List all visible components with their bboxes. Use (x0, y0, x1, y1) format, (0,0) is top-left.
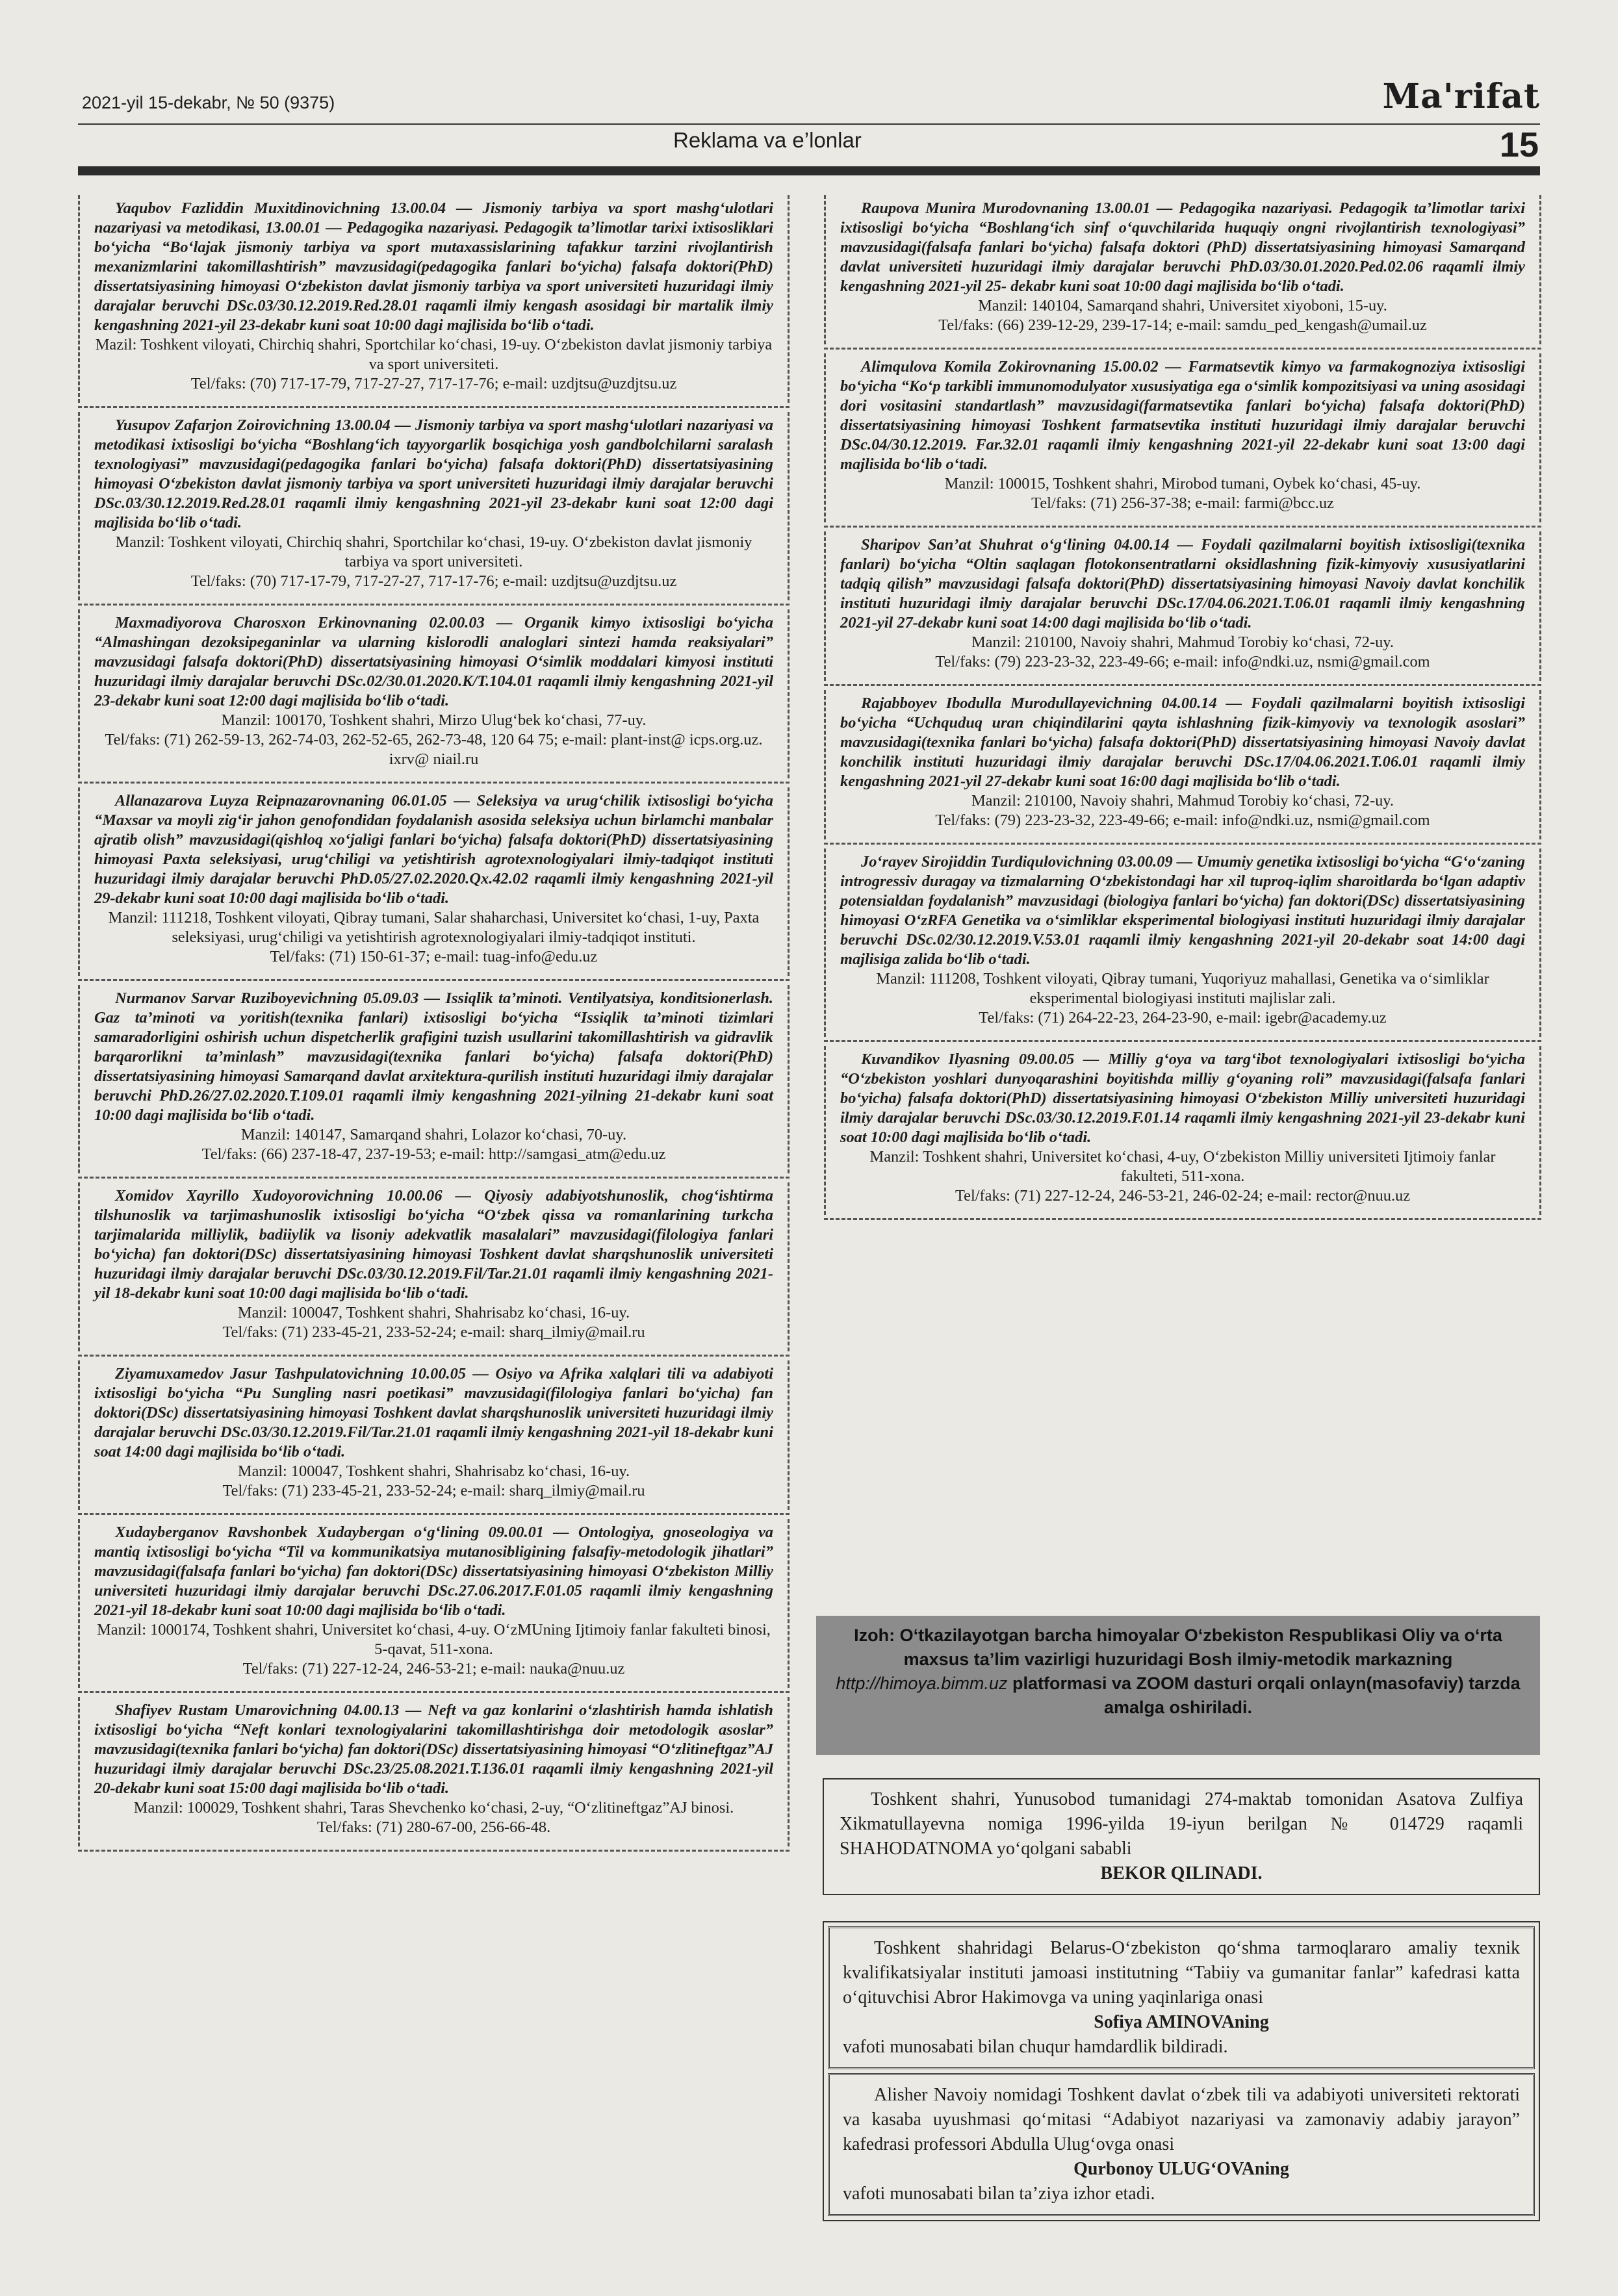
notice-address: Manzil: 100029, Toshkent shahri, Taras Shevchenko ko‘chasi, 2-uy, “O‘zlitineftgaz”AJ binosi. (133, 1799, 734, 1817)
condolence-1-text: Toshkent shahridagi Belarus-O‘zbekiston qo‘shma tarmoqlararo amaliy texnik kvalifikatsiyalar instituti jamoasi institutning “Tabiiy va gumanitar fanlar” kafedrasi katta o‘qituvchisi Abror Hakimovga va uning yaqinlariga onasi (843, 1938, 1520, 2008)
notice-contact: Tel/faks: (71) 227-12-24, 246-53-21, 246-02-24; e-mail: rector@nuu.uz (955, 1187, 1411, 1205)
notice (78, 787, 790, 976)
notice (78, 1697, 790, 1846)
condolence-1-closing: vafoti munosabati bilan chuqur hamdardlik bildiradi. (843, 2037, 1228, 2057)
notice-contact: Tel/faks: (71) 262-59-13, 262-74-03, 262-52-65, 262-73-48, 120 64 75; e-mail: plant-inst@ icps.org.uz. ixrv@ niail.ru (105, 731, 763, 768)
notice-contact: Tel/faks: (79) 223-23-32, 223-49-66; e-mail: info@ndki.uz, nsmi@gmail.com (935, 653, 1430, 670)
notice-contact: Tel/faks: (71) 233-45-21, 233-52-24; e-mail: sharq_ilmiy@mail.ru (222, 1482, 645, 1499)
notice-body: Sharipov San’at Shuhrat o‘g‘lining 04.00.14 — Foydali qazilmalarni boyitish ixtisosligi(texnika fanlari) bo‘yicha “Oltin saqlagan flotokonsentratlarni oksidlashning fizik-kimyoviy xususiyatlarini tadqiq qilish” mavzusidagi falsafa doktori(PhD) dissertatsiyasining himoyasi Navoiy davlat konchilik instituti huzuridagi ilmiy darajalar beruvchi DSc.17/04.06.2021.T.06.01 raqamli ilmiy kengashning 2021-yil 27-dekabr kuni soat 14:00 dagi majlisida bo‘lib o‘tadi. (840, 536, 1525, 631)
notice-body: Raupova Munira Murodovnaning 13.00.01 — Pedagogika nazariyasi. Pedagogik ta’limotlar tarixi ixtisosligi bo‘yicha “Boshlang‘ich sinf o‘quvchilarida huquqiy ongni rivojlantirish texnologiyasi” mavzusidagi(falsafa fanlari bo‘yicha) falsafa doktori (PhD) dissertatsiyasining himoyasi Samarqand davlat universiteti huzuridagi ilmiy darajalar beruvchi PhD.03/30.01.2020.Ped.02.06 raqamli ilmiy kengashning 2021-yil 25- dekabr kuni soat 10:00 dagi majlisida bo‘lib o‘tadi. (840, 199, 1525, 295)
notice-body: Shafiyev Rustam Umarovichning 04.00.13 — Neft va gaz konlarini o‘zlashtirish hamda ishlatish ixtisosligi bo‘yicha “Neft konlari texnologiyalarini takomillashtirishga doir metodologik asoslar” mavzusidagi(texnika fanlari bo‘yicha) fan doktori(DSc) dissertatsiyasining himoyasi “O‘zlitineftgaz”AJ huzuridagi ilmiy darajalar beruvchi DSc.23/25.08.2021.T.136.01 raqamli ilmiy kengashning 2021-yil 20-dekabr kuni soat 15:00 dagi majlisida bo‘lib o‘tadi. (94, 1702, 773, 1797)
notice-contact: Tel/faks: (71) 233-45-21, 233-52-24; e-mail: sharq_ilmiy@mail.ru (222, 1323, 645, 1341)
notice-contact: Tel/faks: (71) 280-67-00, 256-66-48. (316, 1818, 551, 1836)
notice-address: Manzil: 100047, Toshkent shahri, Shahrisabz ko‘chasi, 16-uy. (237, 1304, 630, 1321)
notice-body: Kuvandikov Ilyasning 09.00.05 — Milliy g‘oya va targ‘ibot texnologiyalari ixtisosligi bo‘yicha “O‘zbekiston yoshlari dunyoqarashini boyitishda milliy g‘oyaning roli” mavzusidagi(falsafa fanlari bo‘yicha) falsafa doktori(PhD) dissertatsiyasining himoyasi O‘zbekiston Milliy universiteti huzuridagi ilmiy darajalar beruvchi DSc.03/30.12.2019.F.01.14 raqamli ilmiy kengashning 2021-yil 23-dekabr kuni soat 10:00 dagi majlisida bo‘lib o‘tadi. (840, 1051, 1525, 1146)
notice-address: Manzil: 111218, Toshkent viloyati, Qibray tumani, Salar shaharchasi, Universitet ko‘chasi, 1-uy, Paxta seleksiyasi, urug‘chiligi va yetishtirish agrotexnologiyalari ilmiy-tadqiqot instituti. (108, 909, 760, 946)
notice-address: Manzil: 210100, Navoiy shahri, Mahmud Torobiy ko‘chasi, 72-uy. (971, 792, 1394, 810)
notice-address: Manzil: 100170, Toshkent shahri, Mirzo Ulug‘bek ko‘chasi, 77-uy. (221, 711, 647, 729)
notice-contact: Tel/faks: (71) 256-37-38; e-mail: farmi@bcc.uz (1031, 494, 1334, 512)
notice (78, 195, 790, 403)
lost-notice-status: BEKOR QILINADI. (1100, 1863, 1263, 1883)
notice-address: Manzil: 100015, Toshkent shahri, Mirobod tumani, Oybek ko‘chasi, 45-uy. (944, 475, 1421, 492)
notice-address: Manzil: 210100, Navoiy shahri, Mahmud Torobiy ko‘chasi, 72-uy. (971, 633, 1394, 651)
notice (824, 1046, 1541, 1215)
notice-contact: Tel/faks: (71) 264-22-23, 264-23-90, e-mail: igebr@academy.uz (979, 1009, 1387, 1027)
notice (78, 1360, 790, 1510)
header-bar (78, 166, 1540, 175)
lost-notice-text: Toshkent shahri, Yunusobod tumanidagi 274-maktab tomonidan Asatova Zulfiya Xikmatullayevna nomiga 1996-yilda 19-iyun berilgan № 014729 raqamli SHAHODATNOMA yo‘qolgani sababli (840, 1789, 1523, 1859)
notice-address: Manzil: Toshkent viloyati, Chirchiq shahri, Sportchilar ko‘chasi, 19-uy. O‘zbekiston davlat jismoniy tarbiya va sport universiteti. (115, 533, 752, 570)
page-number: 15 (1499, 125, 1539, 164)
right-column (824, 195, 1541, 1224)
notice-address: Manzil: 111208, Toshkent viloyati, Qibray tumani, Yuqoriyuz mahallasi, Genetika va o‘simliklar eksperimental biologiyasi instituti majlislar zali. (876, 970, 1489, 1007)
notice (78, 1182, 790, 1351)
izoh-note (816, 1616, 1540, 1755)
notice-body: Nurmanov Sarvar Ruziboyevichning 05.09.03 — Issiqlik ta’minoti. Ventilyatsiya, konditsionerlash. Gaz ta’minoti va yoritish(texnika fanlari) ixtisosligi bo‘yicha “Issiqlik ta’minoti tizimlari samaradorligini oshirish uchun dispetcherlik grafigini tuzish usullarini takomillashtirish va gidravlik barqarorlikni ta’minlash” mavzusidagi(texnika fanlari bo‘yicha) falsafa doktori(PhD) dissertatsiyasining himoyasi Samarqand davlat arxitektura-qurilish instituti huzuridagi ilmiy darajalar beruvchi PhD.26/27.02.2020.T.109.01 raqamli ilmiy kengashning 2021-yilning 21-dekabr kuni soat 10:00 dagi majlisida bo‘lib o‘tadi. (94, 989, 773, 1124)
notice-contact: Tel/faks: (79) 223-23-32, 223-49-66; e-mail: info@ndki.uz, nsmi@gmail.com (935, 811, 1430, 829)
notice (824, 531, 1541, 681)
condolence-2-text: Alisher Navoiy nomidagi Toshkent davlat o‘zbek tili va adabiyoti universiteti rektorati va kasaba uyushmasi qo‘mitasi “Adabiyot nazariyasi va zamonaviy adabiy jarayon” kafedrasi professori Abdulla Ulug‘ovga onasi (843, 2085, 1520, 2154)
notice (78, 985, 790, 1173)
notice-contact: Tel/faks: (71) 150-61-37; e-mail: tuag-info@edu.uz (270, 948, 598, 965)
notice (78, 609, 790, 778)
header-rule (78, 123, 1540, 125)
notice (824, 195, 1541, 344)
notice-body: Jo‘rayev Sirojiddin Turdiqulovichning 03.00.09 — Umumiy genetika ixtisosligi bo‘yicha “G‘o‘zaning introgressiv duragay va tizmalarning O‘zbekistondagi har xil tuproq-iqlim sharoitlarda bo‘lgan adaptiv potensialdan foydalanish” mavzusidagi (biologiya fanlari bo‘yicha) fan doktori(DSc) dissertatsiyasining himoyasi O‘zRFA Genetika va o‘simliklar eksperimental biologiyasi instituti huzuridagi ilmiy darajalar beruvchi DSc.02/30.12.2019.V.53.01 raqamli ilmiy kengashning 2021-yil 20-dekabr soat 14:00 dagi majlisiga zalida bo‘lib o‘tadi. (840, 853, 1525, 968)
lost-certificate-notice (823, 1778, 1540, 1895)
condolence-2-name: Qurbonoy ULUG‘OVAning (1073, 2159, 1289, 2179)
notice (824, 353, 1541, 522)
notice-body: Xomidov Xayrillo Xudoyorovichning 10.00.06 — Qiyosiy adabiyotshunoslik, chog‘ishtirma tilshunoslik va tarjimashunoslik ixtisosligi bo‘yicha “O‘zbek qissa va romanlarining turkcha tarjimalarida milliylik, badiiylik va lisoniy adekvatlik masalalari” mavzusidagi(filologiya fanlari bo‘yicha) fan doktori(DSc) dissertatsiyasining himoyasi Toshkent davlat sharqshunoslik universiteti huzuridagi ilmiy darajalar beruvchi DSc.03/30.12.2019.Fil/Tar.21.01 raqamli ilmiy kengashning 2021-yil 18-dekabr kuni soat 10:00 dagi majlisida bo‘lib o‘tadi. (94, 1187, 773, 1302)
izoh-text-end: platformasi va ZOOM dasturi orqali onlayn(masofaviy) tarzda amalga oshiriladi. (1012, 1674, 1521, 1717)
notice (78, 412, 790, 600)
izoh-text: Izoh: O‘tkazilayotgan barcha himoyalar O‘zbekiston Respublikasi Oliy va o‘rta maxsus ta’lim vazirligi huzuridagi Bosh ilmiy-metodik markazning (854, 1626, 1502, 1669)
condolence-2-closing: vafoti munosabati bilan ta’ziya izhor etadi. (843, 2184, 1155, 2204)
notice-body: Alimqulova Komila Zokirovnaning 15.00.02 — Farmatsevtik kimyo va farmakognoziya ixtisosligi bo‘yicha “Ko‘p tarkibli immunomodulyator xususiyatiga ega o‘simlik kompozitsiyasi va uning asosidagi dori vositasini standartlash” mavzusidagi(farmatsevtika fanlari bo‘yicha) falsafa doktori(PhD) dissertatsiyasining himoyasi Toshkent farmatsevtika instituti huzuridagi ilmiy darajalar beruvchi DSc.04/30.12.2019. Far.32.01 raqamli ilmiy kengashning 2021-yil 22-dekabr kuni soat 13:00 dagi majlisida bo‘lib o‘tadi. (840, 358, 1525, 473)
condolence-box (823, 1921, 1540, 2221)
notice-contact: Tel/faks: (66) 237-18-47, 237-19-53; e-mail: http://samgasi_atm@edu.uz (201, 1145, 666, 1163)
notice-address: Manzil: 1000174, Toshkent shahri, Universitet ko‘chasi, 4-uy. O‘zMUning Ijtimoiy fanlar fakulteti binosi, 5-qavat, 511-xona. (97, 1621, 771, 1658)
section-title: Reklama va e’lonlar (673, 128, 862, 152)
issue-date: 2021-yil 15-dekabr, № 50 (9375) (82, 93, 335, 112)
notice-body: Maxmadiyorova Charosxon Erkinovnaning 02.00.03 — Organik kimyo ixtisosligi bo‘yicha “Almashingan dezoksipeganinlar va ularning kislorodli analoglari sintezi hamda reaksiyalari” mavzusidagi falsafa doktori(PhD) dissertatsiyasining himoyasi O‘simlik moddalari kimyosi instituti huzuridagi ilmiy darajalar beruvchi DSc.02/30.01.2020.K/T.104.01 raqamli ilmiy kengashning 2021-yil 23-dekabr kuni soat 12:00 dagi majlisida bo‘lib o‘tadi. (94, 614, 773, 709)
notice-address: Mazil: Toshkent viloyati, Chirchiq shahri, Sportchilar ko‘chasi, 19-uy. O‘zbekiston davlat jismoniy tarbiya va sport universiteti. (95, 336, 773, 373)
notice (824, 690, 1541, 839)
left-column (78, 195, 790, 1856)
notice-contact: Tel/faks: (66) 239-12-29, 239-17-14; e-mail: samdu_ped_kengash@umail.uz (938, 316, 1427, 334)
notice-contact: Tel/faks: (70) 717-17-79, 717-27-27, 717-17-76; e-mail: uzdjtsu@uzdjtsu.uz (190, 572, 677, 590)
condolence-1 (828, 1926, 1535, 2069)
notice-contact: Tel/faks: (71) 227-12-24, 246-53-21; e-mail: nauka@nuu.uz (242, 1660, 625, 1677)
newspaper-logo: Ma'rifat (1382, 77, 1540, 116)
notice-body: Allanazarova Luyza Reipnazarovnaning 06.01.05 — Seleksiya va urug‘chilik ixtisosligi bo‘yicha “Maxsar va moyli zig‘ir jahon genofondidan foydalanish asosida seleksiya uchun birlamchi manbalar ajratib olish” mavzusidagi(qishloq xo‘jaligi fanlari bo‘yicha) falsafa doktori(PhD) dissertatsiyasining himoyasi Paxta seleksiyasi, urug‘chiligi va yetishtirish agrotexnologiyalari ilmiy-tadqiqot instituti huzuridagi ilmiy darajalar beruvchi PhD.05/27.02.2020.Qx.42.02 raqamli ilmiy kengashning 2021-yil 29-dekabr kuni soat 10:00 dagi majlisida bo‘lib o‘tadi. (94, 792, 773, 907)
notice-contact: Tel/faks: (70) 717-17-79, 717-27-27, 717-17-76; e-mail: uzdjtsu@uzdjtsu.uz (190, 375, 677, 392)
notice-body: Yusupov Zafarjon Zoirovichning 13.00.04 — Jismoniy tarbiya va sport mashg‘ulotlari nazariyasi va metodikasi ixtisosligi bo‘yicha “Boshlang‘ich tayyorgarlik bosqichiga yosh gandbolchilarni saralash texnologiyasi” mavzusidagi(pedagogika fanlari bo‘yicha) falsafa doktori(PhD) dissertatsiyasining himoyasi O‘zbekiston davlat jismoniy tarbiya va sport universiteti huzuridagi ilmiy darajalar beruvchi DSc.03/30.12.2019.Red.28.01 raqamli ilmiy kengashning 2021-yil 23-dekabr kuni soat 12:00 dagi majlisida bo‘lib o‘tadi. (94, 416, 773, 531)
condolence-2 (828, 2073, 1535, 2216)
condolence-1-name: Sofiya AMINOVAning (1094, 2012, 1269, 2032)
notice-address: Manzil: 100047, Toshkent shahri, Shahrisabz ko‘chasi, 16-uy. (237, 1462, 630, 1480)
notice-address: Manzil: Toshkent shahri, Universitet ko‘chasi, 4-uy, O‘zbekiston Milliy universiteti Ijtimoiy fanlar fakulteti, 511-xona. (869, 1148, 1496, 1185)
notice (78, 1519, 790, 1688)
notice-body: Xudayberganov Ravshonbek Xudaybergan o‘g‘lining 09.00.01 — Ontologiya, gnoseologiya va mantiq ixtisosligi bo‘yicha “Til va kommunikatsiya mutanosibligining falsafiy-metodologik jihatlari” mavzusidagi(falsafa fanlari bo‘yicha) fan doktori(DSc) dissertatsiyasining himoyasi O‘zbekiston Milliy universiteti huzuridagi ilmiy darajalar beruvchi DSc.27.06.2017.F.01.05 raqamli ilmiy kengashning 2021-yil 18-dekabr kuni soat 10:00 dagi majlisida bo‘lib o‘tadi. (94, 1524, 773, 1619)
notice-body: Yaqubov Fazliddin Muxitdinovichning 13.00.04 — Jismoniy tarbiya va sport mashg‘ulotlari nazariyasi va metodikasi, 13.00.01 — Pedagogika nazariyasi. Pedagogik ta’limotlar tarixi ixtisosliklari bo‘yicha “Bo‘lajak jismoniy tarbiya va sport mutaxassislarining tafakkur tarzini rivojlantirish mexanizmlarini takomillashtirish” mavzusidagi(pedagogika fanlari bo‘yicha) falsafa doktori(PhD) dissertatsiyasining himoyasi O‘zbekiston davlat jismoniy tarbiya va sport universiteti huzuridagi ilmiy darajalar beruvchi DSc.03/30.12.2019.Red.28.01 raqamli ilmiy kengash asosidagi bir martalik ilmiy kengashning 2021-yil 23-dekabr kuni soat 10:00 dagi majlisida bo‘lib o‘tadi. (94, 199, 773, 334)
notice-body: Ziyamuxamedov Jasur Tashpulatovichning 10.00.05 — Osiyo va Afrika xalqlari tili va adabiyoti ixtisosligi bo‘yicha “Pu Sungling nasri poetikasi” mavzusidagi(filologiya fanlari bo‘yicha) fan doktori(DSc) dissertatsiyasining himoyasi Toshkent davlat sharqshunoslik universiteti huzuridagi ilmiy darajalar beruvchi DSc.03/30.12.2019.Fil/Tar.21.01 raqamli ilmiy kengashning 2021-yil 18-dekabr kuni soat 14:00 dagi majlisida bo‘lib o‘tadi. (94, 1365, 773, 1461)
notice-address: Manzil: 140147, Samarqand shahri, Lolazor ko‘chasi, 70-uy. (240, 1126, 627, 1143)
himoya-link[interactable]: http://himoya.bimm.uz (836, 1674, 1008, 1693)
notice-body: Rajabboyev Ibodulla Murodullayevichning 04.00.14 — Foydali qazilmalarni boyitish ixtisosligi bo‘yicha “Uchquduq uran chiqindilarini qayta ishlashning fizik-kimyoviy va texnologik asoslari” mavzusidagi(texnika fanlari bo‘yicha) falsafa doktori(PhD) dissertatsiyasining himoyasi Navoiy davlat konchilik instituti huzuridagi ilmiy darajalar beruvchi DSc.17/04.06.2021.T.06.01 raqamli ilmiy kengashning 2021-yil 27-dekabr kuni soat 16:00 dagi majlisida bo‘lib o‘tadi. (840, 695, 1525, 790)
notice (824, 848, 1541, 1037)
notice-address: Manzil: 140104, Samarqand shahri, Universitet xiyoboni, 15-uy. (978, 297, 1387, 314)
